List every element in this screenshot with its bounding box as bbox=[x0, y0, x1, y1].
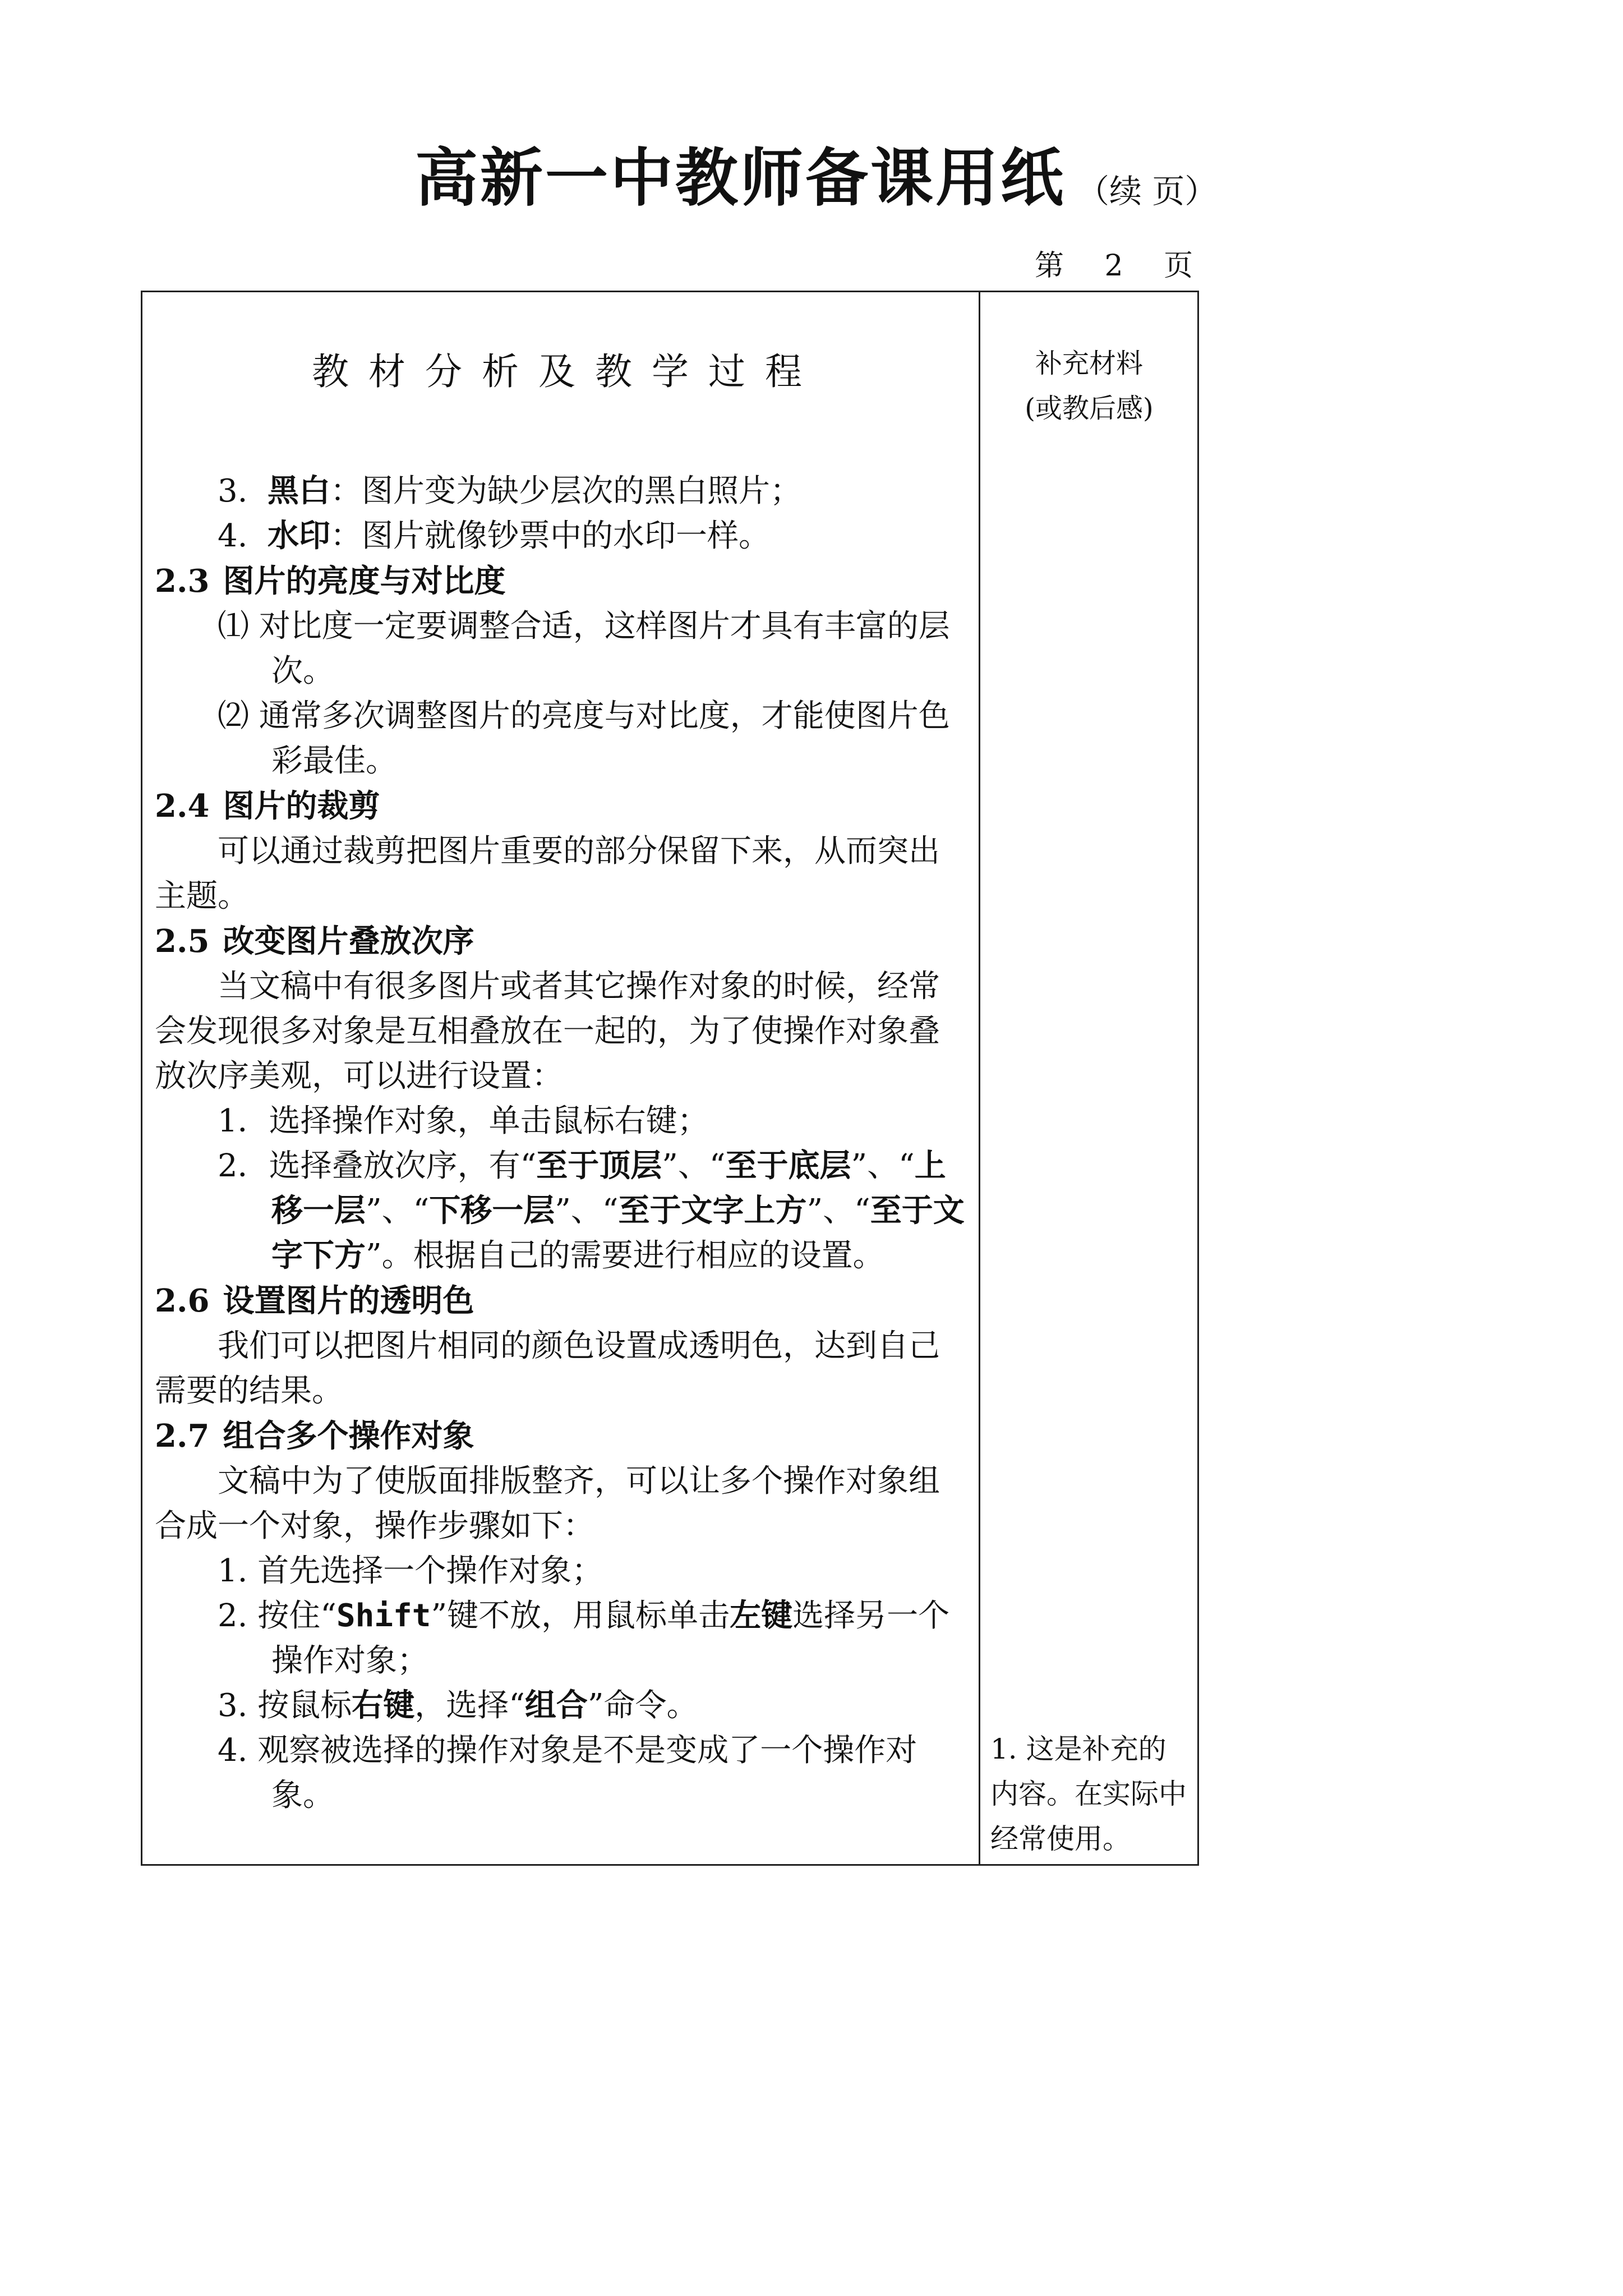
list-item: 2．选择叠放次序，有“至于顶层”、“至于底层”、“上移一层”、“下移一层”、“至于文字上方”、“至于文字下方”。根据自己的需要进行相应的设置。 bbox=[218, 1148, 965, 1274]
section-heading: 2.7 组合多个操作对象 bbox=[155, 1418, 474, 1455]
side-note: 1. 这是补充的内容。在实际中经常使用。 bbox=[990, 1733, 1187, 1855]
page-suffix: 页 bbox=[1164, 249, 1193, 283]
list-item: 4. 水印：图片就像钞票中的水印一样。 bbox=[218, 518, 771, 554]
section-heading: 2.6 设置图片的透明色 bbox=[155, 1282, 474, 1319]
paragraph: 当文稿中有很多图片或者其它操作对象的时候，经常会发现很多对象是互相叠放在一起的，为了使操作对象叠放次序美观，可以进行设置： bbox=[155, 968, 940, 1094]
main-column-heading: 教材分析及教学过程 bbox=[312, 350, 822, 393]
list-item: 1．选择操作对象，单击鼠标右键； bbox=[218, 1103, 709, 1139]
list-item: 2. 按住“Shift”键不放，用鼠标单击左键选择另一个操作对象； bbox=[218, 1598, 950, 1679]
page-prefix: 第 bbox=[1035, 249, 1064, 283]
list-item: 1. 首先选择一个操作对象； bbox=[218, 1553, 603, 1589]
paragraph: 我们可以把图片相同的颜色设置成透明色，达到自己需要的结果。 bbox=[155, 1328, 940, 1409]
column-divider bbox=[979, 291, 980, 1866]
list-item: 3. 按鼠标右键，选择“组合”命令。 bbox=[218, 1687, 698, 1724]
list-item: 4. 观察被选择的操作对象是不是变成了一个操作对象。 bbox=[218, 1732, 917, 1814]
paragraph: 可以通过裁剪把图片重要的部分保留下来，从而突出主题。 bbox=[155, 833, 940, 914]
section-heading: 2.5 改变图片叠放次序 bbox=[155, 923, 474, 960]
page-title: 高新一中教师备课用纸 bbox=[415, 142, 1066, 215]
page-number: 2 bbox=[1104, 249, 1123, 283]
page-number-line bbox=[1035, 249, 1193, 283]
paragraph: 文稿中为了使版面排版整齐，可以让多个操作对象组合成一个对象，操作步骤如下： bbox=[155, 1463, 940, 1544]
side-column-heading: 补充材料 (或教后感) bbox=[1025, 348, 1154, 424]
list-item: 3. 黑白：图片变为缺少层次的黑白照片； bbox=[218, 473, 802, 509]
list-item: ⑴ 对比度一定要调整合适，这样图片才具有丰富的层次。 bbox=[218, 608, 950, 689]
section-heading: 2.3 图片的亮度与对比度 bbox=[155, 563, 506, 600]
section-heading: 2.4 图片的裁剪 bbox=[155, 788, 380, 825]
list-item: ⑵ 通常多次调整图片的亮度与对比度，才能使图片色彩最佳。 bbox=[218, 698, 950, 779]
title-suffix: （续 页） bbox=[1077, 172, 1218, 210]
lesson-content bbox=[155, 469, 968, 1818]
